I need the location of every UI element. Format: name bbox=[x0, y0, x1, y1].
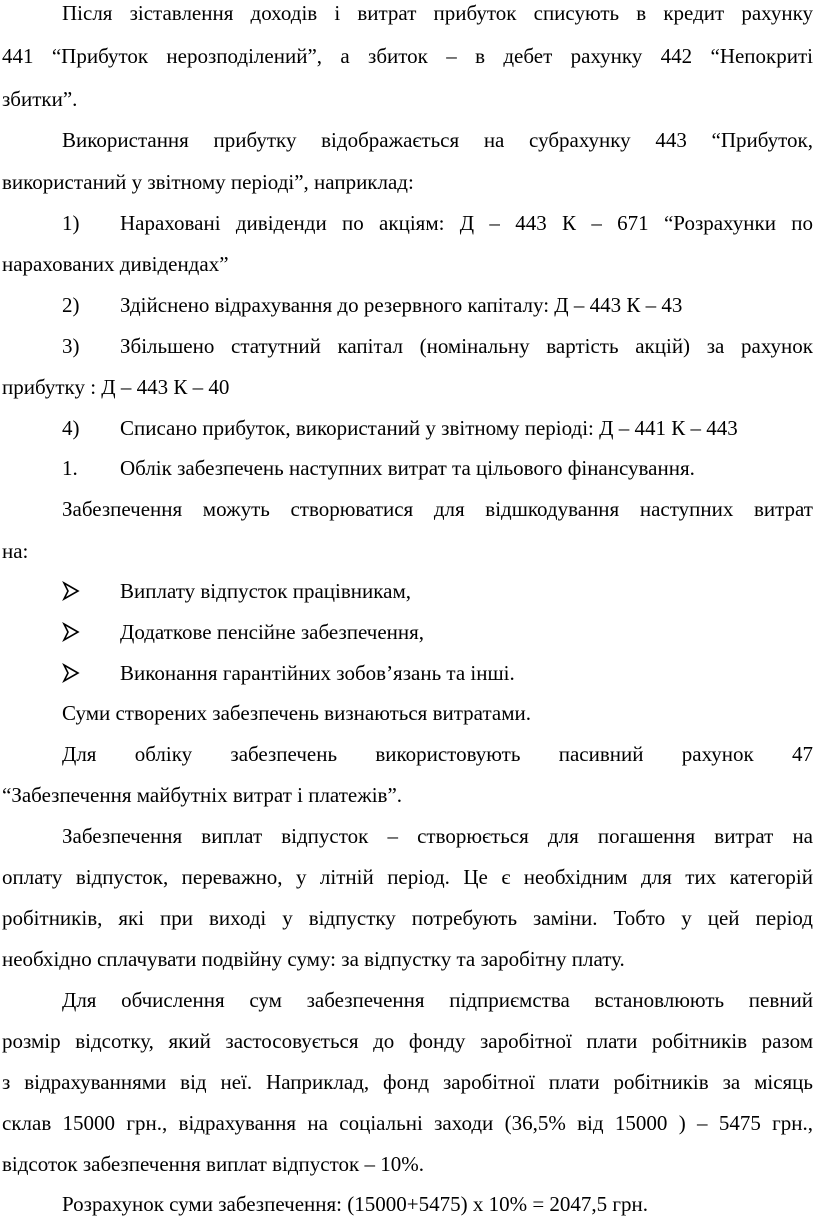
paragraph-6-line-3: робітників, які при виході у відпустку потребують заміни. Тобто у цей період bbox=[2, 906, 813, 930]
list-item-1-line-2: нарахованих дивідендах” bbox=[2, 252, 229, 276]
paragraph-7-line-5: відсоток забезпечення виплат відпусток – 10%. bbox=[2, 1152, 424, 1176]
paragraph-3-line-2: на: bbox=[2, 539, 29, 563]
section-heading-number: 1. bbox=[62, 456, 78, 480]
list-item-4-number: 4) bbox=[62, 416, 80, 440]
paragraph-7-line-4: склав 15000 грн., відрахування на соціальні заходи (36,5% від 15000 ) – 5475 грн., bbox=[2, 1111, 813, 1135]
list-item-1-number: 1) bbox=[62, 211, 80, 235]
paragraph-6-line-2: оплату відпусток, переважно, у літній період. Це є необхідним для тих категорій bbox=[2, 865, 813, 889]
bullet-item-2: Додаткове пенсійне забезпечення, bbox=[120, 620, 425, 644]
list-item-2-text: Здійснено відрахування до резервного капіталу: Д – 443 К – 43 bbox=[120, 293, 683, 317]
arrow-bullet-icon bbox=[62, 581, 80, 601]
paragraph-1-line-2: 441 “Прибуток нерозподілений”, а збиток – в дебет рахунку 442 “Непокриті bbox=[2, 44, 813, 68]
paragraph-4: Суми створених забезпечень визнаються витратами. bbox=[62, 701, 531, 725]
paragraph-6-line-1: Забезпечення виплат відпусток – створюється для погашення витрат на bbox=[62, 824, 813, 848]
list-item-3-line-1: Збільшено статутний капітал (номінальну вартість акцій) за рахунок bbox=[120, 334, 813, 358]
section-heading: Облік забезпечень наступних витрат та цільового фінансування. bbox=[120, 456, 695, 480]
paragraph-5-line-2: “Забезпечення майбутніх витрат і платежів”. bbox=[2, 783, 403, 807]
arrow-bullet-icon bbox=[62, 622, 80, 642]
paragraph-3-line-1: Забезпечення можуть створюватися для відшкодування наступних витрат bbox=[62, 497, 813, 521]
paragraph-1-line-3: збитки”. bbox=[2, 87, 78, 111]
paragraph-7-line-3: з відрахуваннями від неї. Наприклад, фонд заробітної плати робітників за місяць bbox=[2, 1070, 813, 1094]
list-item-3-number: 3) bbox=[62, 334, 80, 358]
paragraph-6-line-4: необхідно сплачувати подвійну суму: за відпустку та заробітну плату. bbox=[2, 947, 625, 971]
paragraph-1-line-1: Після зіставлення доходів і витрат прибуток списують в кредит рахунку bbox=[62, 1, 813, 25]
paragraph-8: Розрахунок суми забезпечення: (15000+5475) х 10% = 2047,5 грн. bbox=[62, 1192, 649, 1216]
paragraph-2-line-1: Використання прибутку відображається на субрахунку 443 “Прибуток, bbox=[62, 128, 813, 152]
list-item-4-text: Списано прибуток, використаний у звітному періоді: Д – 441 К – 443 bbox=[120, 416, 738, 440]
list-item-3-line-2: прибутку : Д – 443 К – 40 bbox=[2, 375, 230, 399]
paragraph-7-line-1: Для обчислення сум забезпечення підприємства встановлюють певний bbox=[62, 988, 813, 1012]
bullet-item-1: Виплату відпусток працівникам, bbox=[120, 579, 412, 603]
paragraph-5-line-1: Для обліку забезпечень використовують пасивний рахунок 47 bbox=[62, 742, 813, 766]
paragraph-7-line-2: розмір відсотку, який застосовується до фонду заробітної плати робітників разом bbox=[2, 1029, 813, 1053]
list-item-2-number: 2) bbox=[62, 293, 80, 317]
arrow-bullet-icon bbox=[62, 663, 80, 683]
list-item-1-line-1: Нараховані дивіденди по акціям: Д – 443 К – 671 “Розрахунки по bbox=[120, 211, 813, 235]
bullet-item-3: Виконання гарантійних зобов’язань та інші. bbox=[120, 661, 515, 685]
paragraph-2-line-2: використаний у звітному періоді”, наприклад: bbox=[2, 170, 414, 194]
